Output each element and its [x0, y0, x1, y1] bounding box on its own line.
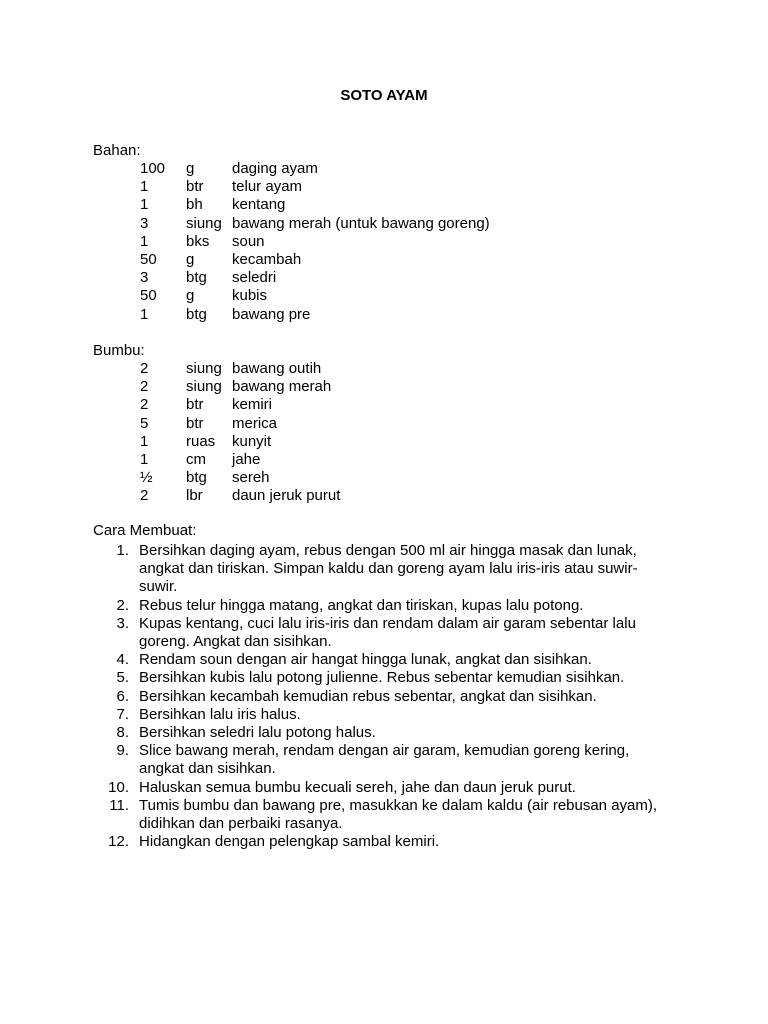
- step-item: [0, 651, 768, 669]
- step-number: 3.: [116, 614, 129, 632]
- ingredient-qty: 1: [140, 232, 149, 250]
- step-number: 2.: [116, 596, 129, 614]
- step-number: 12.: [108, 833, 129, 851]
- ingredient-unit: siung: [186, 360, 222, 377]
- step-number: 5.: [116, 669, 129, 687]
- ingredient-unit: siung: [186, 214, 222, 232]
- ingredient-qty: 1: [140, 178, 149, 196]
- ingredient-unit: btg: [186, 305, 207, 323]
- step-number: 1.: [116, 542, 129, 559]
- ingredient-unit: btr: [186, 414, 204, 432]
- ingredient-qty: 2: [140, 487, 149, 505]
- bumbu-item: [0, 378, 768, 396]
- ingredient-name: bawang merah (untuk bawang goreng): [232, 214, 490, 232]
- ingredient-unit: bks: [186, 232, 210, 250]
- ingredient-qty: 3: [140, 269, 149, 287]
- bahan-list: [0, 160, 768, 324]
- bumbu-item: [0, 451, 768, 469]
- step-number: 9.: [116, 742, 129, 760]
- ingredient-qty: 50: [140, 287, 157, 305]
- bahan-item: [0, 251, 768, 269]
- step-text: Rendam soun dengan air hangat hingga lunak, angkat dan sisihkan.: [139, 651, 592, 669]
- ingredient-qty: 100: [140, 160, 166, 177]
- ingredient-name: bawang outih: [232, 360, 322, 377]
- ingredient-qty: 50: [140, 250, 157, 268]
- ingredient-unit: g: [186, 160, 195, 177]
- step-item: [0, 797, 768, 833]
- bumbu-item: [0, 396, 768, 414]
- ingredient-qty: 1: [140, 450, 149, 468]
- step-item: [0, 615, 768, 651]
- bahan-heading: Bahan:: [93, 142, 141, 159]
- bumbu-item: [0, 433, 768, 451]
- bahan-item: [0, 269, 768, 287]
- ingredient-name: daging ayam: [232, 160, 318, 177]
- ingredient-unit: bh: [186, 196, 203, 214]
- ingredient-unit: cm: [186, 450, 206, 468]
- ingredient-name: sereh: [232, 469, 270, 487]
- bahan-item: [0, 306, 768, 324]
- ingredient-name: kemiri: [232, 396, 272, 414]
- ingredient-name: seledri: [232, 269, 277, 287]
- ingredient-unit: btg: [186, 269, 207, 287]
- ingredient-qty: 5: [140, 414, 149, 432]
- bumbu-list: [0, 360, 768, 506]
- step-text: Tumis bumbu dan bawang pre, masukkan ke dalam kaldu (air rebusan ayam), didihkan dan perbaiki rasanya.: [139, 796, 658, 833]
- bumbu-item: [0, 487, 768, 505]
- step-number: 11.: [109, 796, 129, 814]
- bahan-item: [0, 233, 768, 251]
- bahan-item: [0, 178, 768, 196]
- ingredient-unit: btr: [186, 178, 204, 196]
- ingredient-name: kubis: [232, 287, 268, 305]
- ingredient-name: bawang merah: [232, 378, 332, 396]
- step-number: 10.: [108, 778, 129, 796]
- ingredient-qty: 2: [140, 378, 149, 396]
- bahan-item: [0, 215, 768, 233]
- ingredient-name: kentang: [232, 196, 286, 214]
- ingredient-name: telur ayam: [232, 178, 303, 196]
- ingredient-qty: 2: [140, 396, 149, 414]
- step-item: [0, 706, 768, 724]
- page-title: SOTO AYAM: [340, 87, 428, 104]
- step-text: Kupas kentang, cuci lalu iris-iris dan rendam dalam air garam sebentar lalu goreng. Angkat dan sisihkan.: [139, 614, 636, 651]
- bumbu-heading: Bumbu:: [93, 342, 145, 359]
- step-text: Bersihkan kubis lalu potong julienne. Rebus sebentar kemudian sisihkan.: [139, 669, 625, 687]
- ingredient-qty: 3: [140, 214, 149, 232]
- ingredient-name: merica: [232, 414, 278, 432]
- bahan-item: [0, 196, 768, 214]
- step-number: 7.: [116, 705, 129, 723]
- ingredient-qty: 1: [140, 305, 149, 323]
- bumbu-item: [0, 360, 768, 378]
- ingredient-unit: lbr: [186, 487, 203, 505]
- step-text: Haluskan semua bumbu kecuali sereh, jahe dan daun jeruk purut.: [139, 778, 576, 796]
- step-item: [0, 669, 768, 687]
- step-item: [0, 688, 768, 706]
- step-text: Rebus telur hingga matang, angkat dan tiriskan, kupas lalu potong.: [139, 596, 584, 614]
- step-text: Slice bawang merah, rendam dengan air garam, kemudian goreng kering, angkat dan sisihkan.: [139, 742, 630, 778]
- step-item: [0, 833, 768, 851]
- ingredient-qty: 1: [140, 432, 149, 450]
- ingredient-unit: g: [186, 250, 195, 268]
- bahan-item: [0, 160, 768, 178]
- step-text: Hidangkan dengan pelengkap sambal kemiri.: [139, 833, 440, 851]
- step-item: [0, 742, 768, 778]
- step-item: [0, 724, 768, 742]
- step-item: [0, 779, 768, 797]
- ingredient-unit: siung: [186, 378, 222, 396]
- cara-heading: Cara Membuat:: [93, 522, 197, 539]
- ingredient-name: soun: [232, 232, 265, 250]
- step-number: 6.: [116, 687, 129, 705]
- step-text: Bersihkan seledri lalu potong halus.: [139, 724, 376, 742]
- steps-list: [0, 542, 768, 851]
- bumbu-item: [0, 469, 768, 487]
- ingredient-qty: ½: [140, 469, 153, 487]
- ingredient-name: kecambah: [232, 250, 302, 268]
- step-text: Bersihkan daging ayam, rebus dengan 500 ml air hingga masak dan lunak, angkat dan tiriskan. Simpan kaldu dan goreng ayam lalu iris-iris atau suwir-suwir.: [139, 542, 638, 596]
- bahan-item: [0, 287, 768, 305]
- step-item: [0, 542, 768, 597]
- step-number: 8.: [116, 724, 129, 742]
- step-item: [0, 597, 768, 615]
- ingredient-name: kunyit: [232, 432, 272, 450]
- step-number: 4.: [116, 651, 129, 669]
- ingredient-name: daun jeruk purut: [232, 487, 341, 505]
- ingredient-unit: btr: [186, 396, 204, 414]
- ingredient-name: bawang pre: [232, 305, 311, 323]
- step-text: Bersihkan lalu iris halus.: [139, 705, 301, 723]
- ingredient-unit: btg: [186, 469, 207, 487]
- ingredient-qty: 1: [140, 196, 149, 214]
- ingredient-qty: 2: [140, 360, 149, 377]
- ingredient-unit: ruas: [186, 432, 216, 450]
- ingredient-unit: g: [186, 287, 195, 305]
- ingredient-name: jahe: [232, 450, 261, 468]
- bumbu-item: [0, 415, 768, 433]
- step-text: Bersihkan kecambah kemudian rebus sebentar, angkat dan sisihkan.: [139, 687, 597, 705]
